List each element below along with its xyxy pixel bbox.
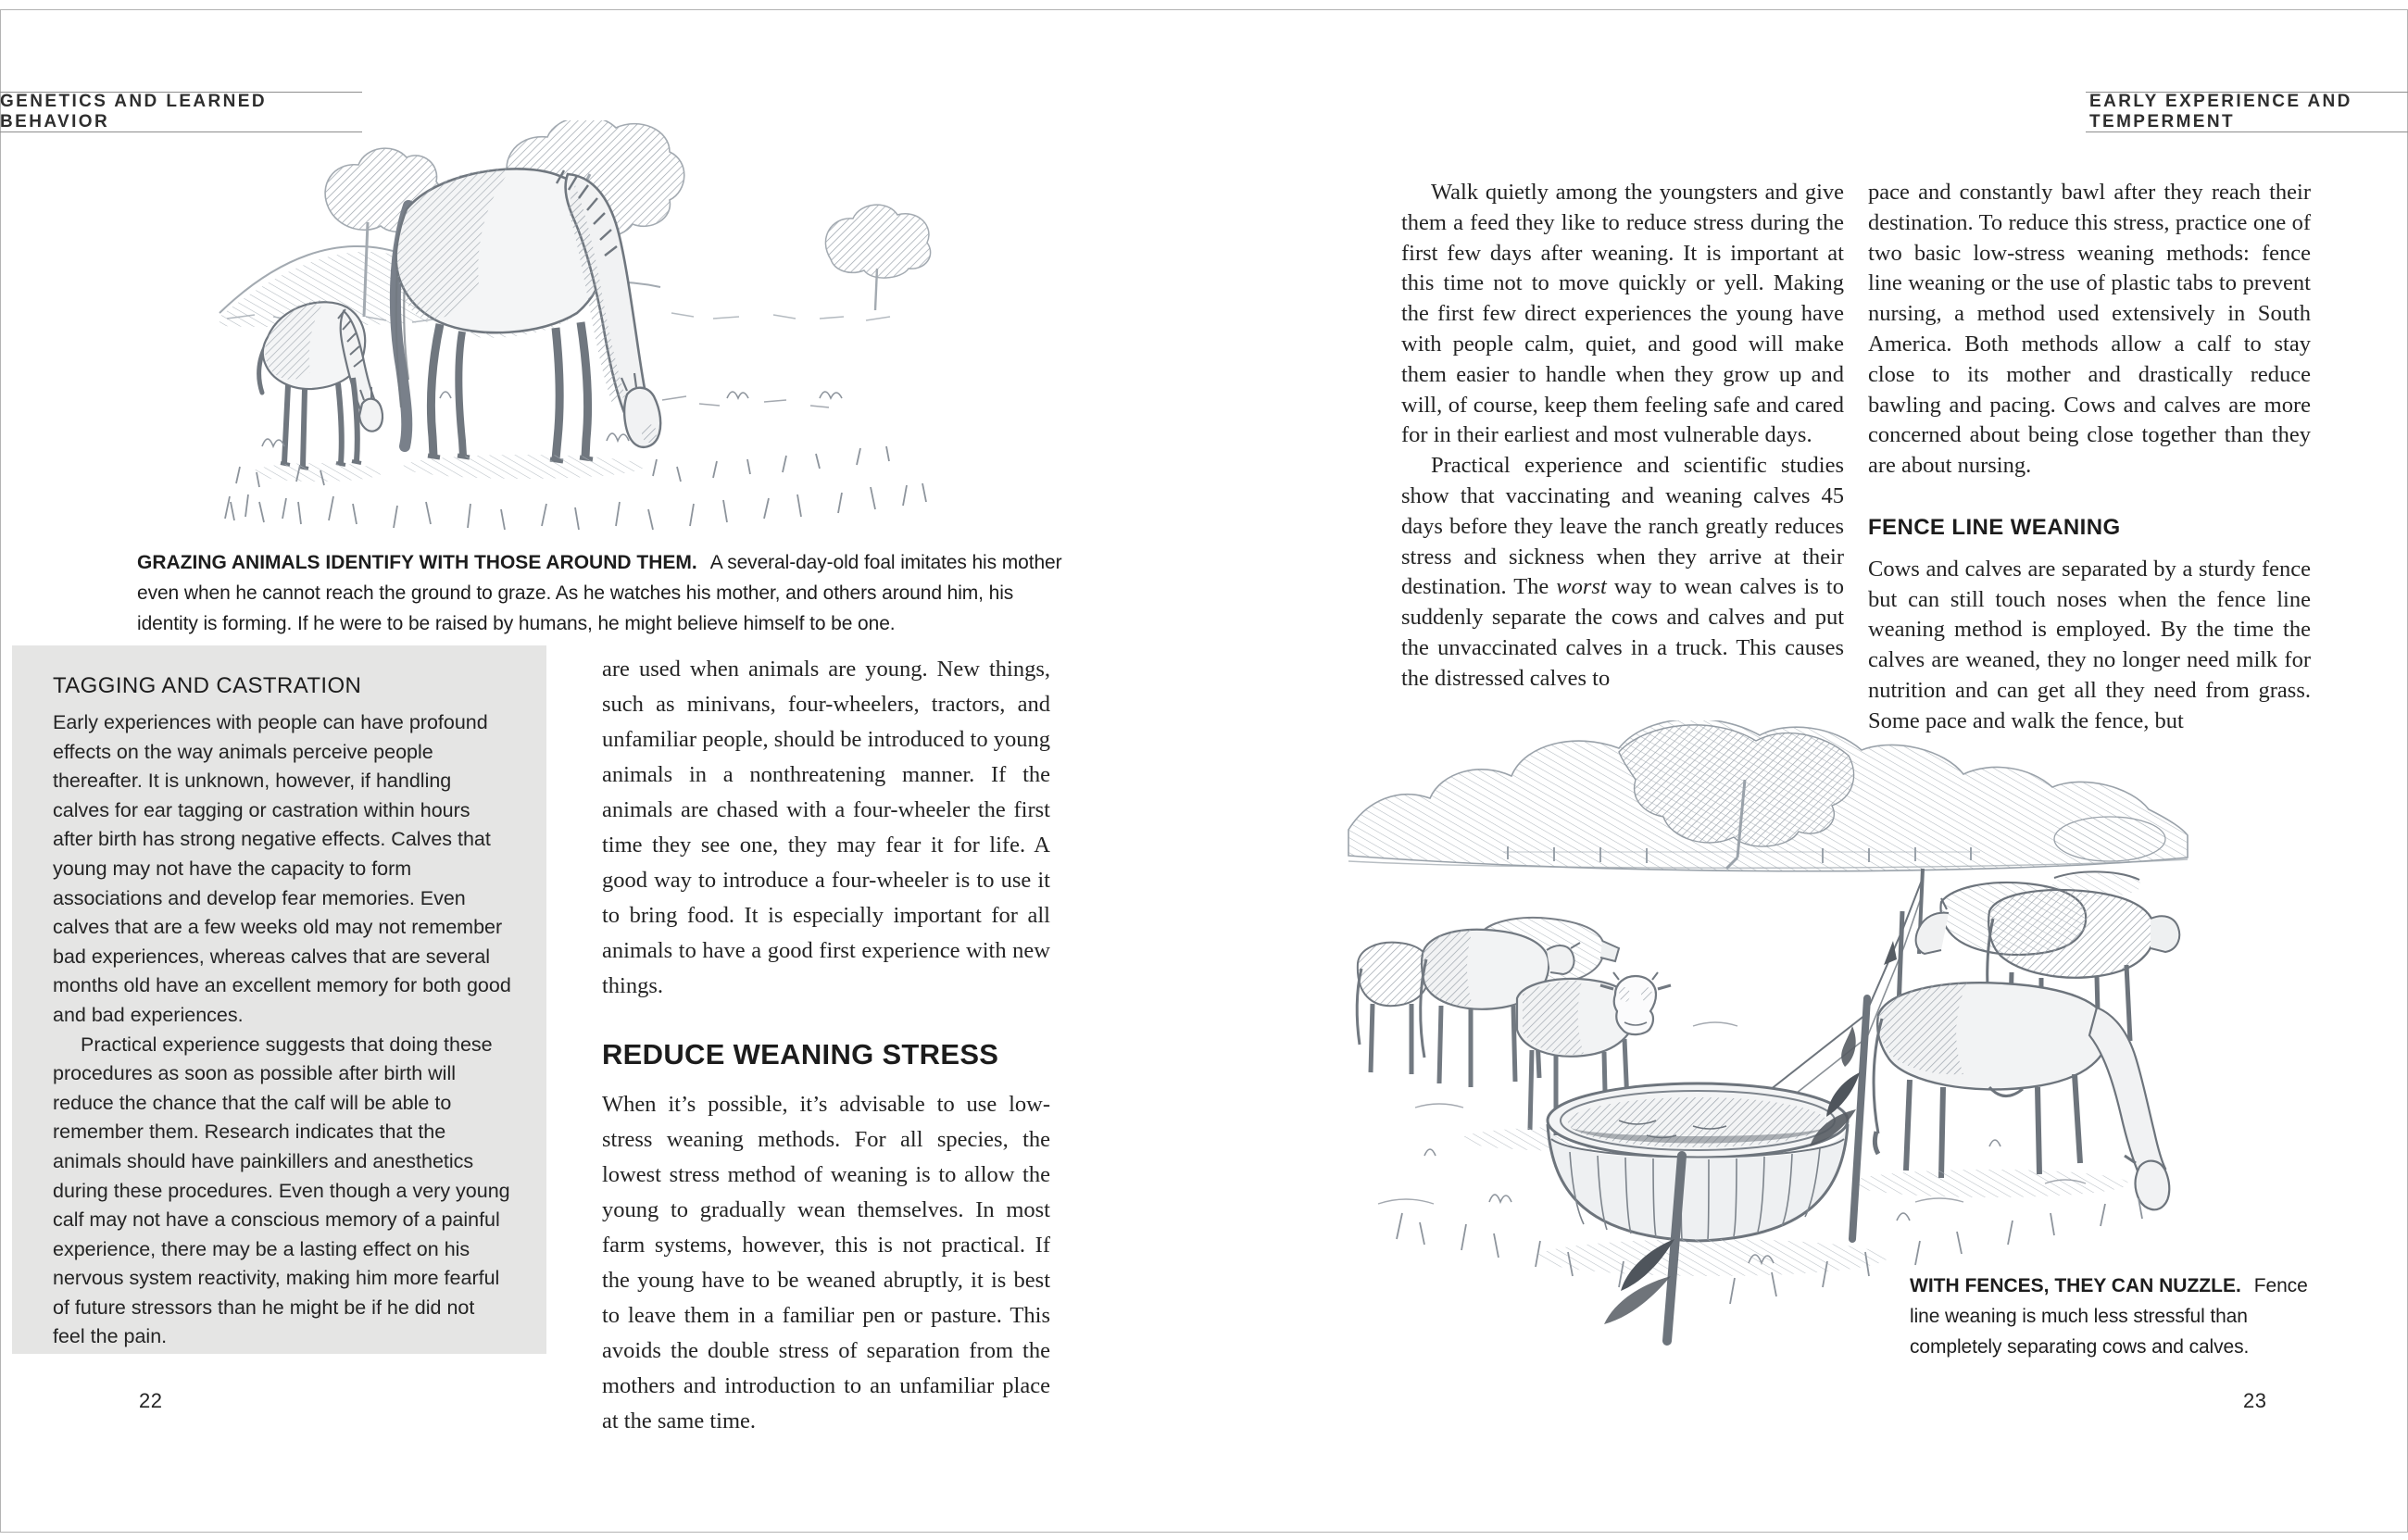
caption-right-lead: WITH FENCES, THEY CAN NUZZLE. [1910, 1275, 2241, 1296]
right-col1-paragraph-2-italic: worst [1556, 574, 1607, 600]
cattle-fence-sketch [1341, 720, 2198, 1355]
caption-left-text: A several-day-old foal imitates his mother even when he cannot reach the ground to graze. As he watches his mother, and others around him, his identity is forming. If he were to be raised by humans, he might believe himself to be one. [137, 552, 1062, 634]
middle-paragraph-2: When it’s possible, it’s advisable to use low-stress weaning methods. For all species, the lowest stress method of weaning is to allow the young to gradually wean themselves. In most farm systems, however, this is not practical. If the young have to be weaned abruptly, it is best to leave them in a familiar pen or pasture. This avoids the double stress of separation from the mothers and introduction to an unfamiliar place at the same time. [602, 1092, 1050, 1434]
subsection-heading-fence-line-weaning: FENCE LINE WEANING [1868, 514, 2121, 540]
right-col1-paragraph-2 [1401, 451, 1844, 694]
cattle-fence-illustration [1341, 720, 2198, 1355]
right-col1-paragraph-2-pre: Practical experience and scientific studies show that vaccinating and weaning calves 45 days before they leave the ranch greatly reduces stress and sickness when they arrive at their destination. The [1401, 453, 1844, 600]
section-heading-reduce-weaning-stress: REDUCE WEANING STRESS [602, 1038, 999, 1070]
foal-grazing [253, 300, 383, 482]
illustration-caption-left [137, 547, 1065, 639]
page-number-right: 23 [2243, 1389, 2267, 1412]
sidebar-paragraph-2: Practical experience suggests that doing these procedures as soon as possible after birth will reduce the chance that the calf will be able to remember them. Research indicates that the animals should have painkillers and anesthetics during these procedures. Even though a very young calf may not have a conscious memory of a painful experience, there may be a lasting effect on his nervous system reactivity, making him more fearful of future stressors than he might be if he did not feel the pain. [53, 1033, 510, 1348]
running-head-left-label: GENETICS AND LEARNED BEHAVIOR [0, 92, 267, 131]
background-treeline [1348, 720, 2188, 871]
water-trough [1536, 1083, 1888, 1276]
sidebar-box-tagging-and-castration [12, 645, 546, 1354]
body-column-middle [602, 652, 1050, 1439]
sidebar-paragraph-1: Early experiences with people can have profound effects on the way animals perceive people thereafter. It is unknown, however, if handling calves for ear tagging or castration within hours after birth has strong negative effects. Calves that young may not have the capacity to form associations and develop fear memories. Even calves that are a few weeks old may not remember bad experiences, whereas calves that are several months old have an excellent memory for both good and bad experiences. [53, 711, 511, 1026]
right-col2-paragraph-1: pace and constantly bawl after they reach their destination. To reduce this stress, practice one of two basic low-stress weaning methods: fence line weaning or the use of plastic tabs to prevent nursing, a method used extensively in South America. Both methods allow a calf to stay close to its mother and drastically reduce bawling and pacing. Cows and calves are more concerned about being close together than they are about nursing. [1868, 180, 2311, 479]
horse-foal-illustration [208, 120, 945, 542]
caption-left-lead: GRAZING ANIMALS IDENTIFY WITH THOSE AROUND THEM. [137, 552, 697, 573]
horse-foal-sketch [208, 120, 945, 542]
running-head-right-label: EARLY EXPERIENCE AND TEMPERMENT [2089, 92, 2352, 131]
page-number-left: 22 [139, 1389, 163, 1412]
body-column-right-2 [1868, 178, 2311, 737]
right-col2-paragraph-2: Cows and calves are separated by a sturdy fence but can still touch noses when the fence line weaning method is employed. By the time the calves are weaned, they no longer need milk for nutrition and can get all they need from grass. Some pace and walk the fence, but [1868, 556, 2311, 733]
body-column-right-1 [1401, 178, 1844, 695]
middle-paragraph-1: are used when animals are young. New things, such as minivans, four-wheelers, tractors, and unfamiliar people, should be introduced to young animals in a nonthreatening manner. If the animals are chased with a four-wheeler the first time they see one, they may fear it for life. A good way to introduce a four-wheeler is to use it to bring food. It is especially important for all animals to have a good first experience with new things. [602, 657, 1050, 998]
right-col1-paragraph-1: Walk quietly among the youngsters and give them a feed they like to reduce stress during the first few days after weaning. It is important at this time not to move quickly or yell. Making the first few direct experiences the young have with people calm, quiet, and good will make them easier to handle when they grow up and will, of course, keep them feeling safe and cared for in their earliest and most vulnerable days. [1401, 180, 1844, 448]
sidebar-title: TAGGING AND CASTRATION [53, 673, 362, 698]
running-head-right [2086, 92, 2408, 132]
illustration-caption-right [1910, 1271, 2310, 1362]
right-col1-paragraph-2-post: way to wean calves is to suddenly separate the cows and calves and put the unvaccinated calves in a truck. This causes the distressed calves to [1401, 574, 1844, 691]
caption-right-text: Fence line weaning is much less stressful than completely separating cows and calves. [1910, 1275, 2308, 1358]
